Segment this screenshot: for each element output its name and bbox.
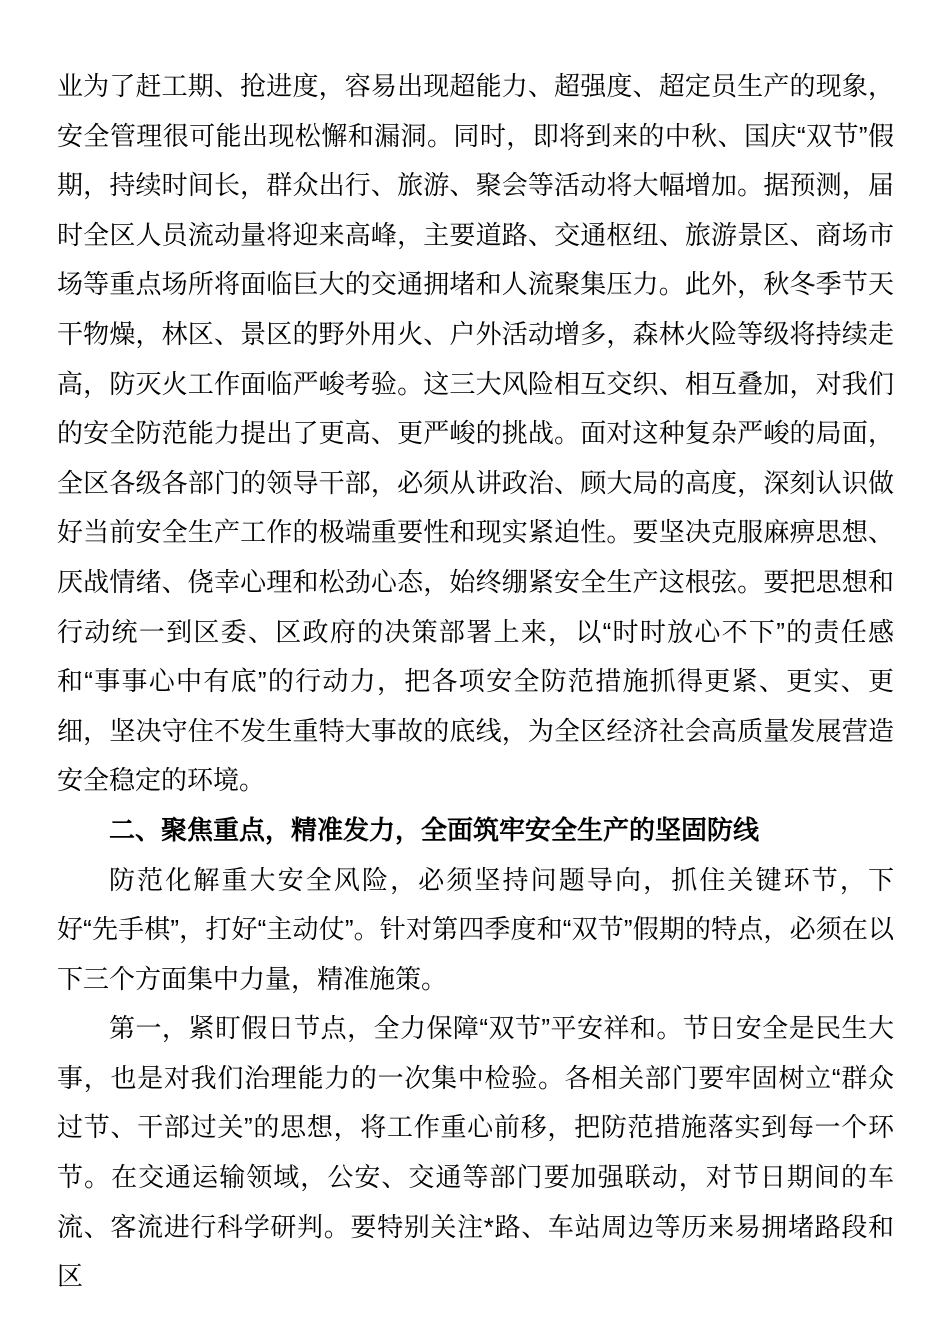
section-heading: 二、聚焦重点，精准发力，全面筑牢安全生产的坚固防线 [109,814,760,845]
paragraph: 防范化解重大安全风险，必须坚持问题导向，抓住关键环节，下好“先手棋”，打好“主动仗”。针对第四季度和“双节”假期的特点，必须在以下三个方面集中力量，精准施策。 [57,864,894,994]
paragraph-continuation: 业为了赶工期、抢进度，容易出现超能力、超强度、超定员生产的现象，安全管理很可能出现松懈和漏洞。同时，即将到来的中秋、国庆“双节”假期，持续时间长，群众出行、旅游、聚会等活动将大幅增加。据预测，届时全区人员流动量将迎来高峰，主要道路、交通枢纽、旅游景区、商场市场等重点场所将面临巨大的交通拥堵和人流聚集压力。此外，秋冬季节天干物燥，林区、景区的野外用火、户外活动增多，森林火险等级将持续走高，防灭火工作面临严峻考验。这三大风险相互交织、相互叠加，对我们的安全防范能力提出了更高、更严峻的挑战。面对这种复杂严峻的局面，全区各级各部门的领导干部，必须从讲政治、顾大局的高度，深刻认识做好当前安全生产工作的极端重要性和现实紧迫性。要坚决克服麻痹思想、厌战情绪、侥幸心理和松劲心态，始终绷紧安全生产这根弦。要把思想和行动统一到区委、区政府的决策部署上来，以“时时放心不下”的责任感和“事事心中有底”的行动力，把各项安全防范措施抓得更紧、更实、更细，坚决守住不发生重特大事故的底线，为全区经济社会高质量发展营造安全稳定的环境。 [57,71,894,796]
paragraph: 第一，紧盯假日节点，全力保障“双节”平安祥和。节日安全是民生大事，也是对我们治理能力的一次集中检验。各相关部门要牢固树立“群众过节、干部过关”的思想，将工作重心前移，把防范措施落实到每一个环节。在交通运输领域，公安、交通等部门要加强联动，对节日期间的车流、客流进行科学研判。要特别关注*路、车站周边等历来易拥堵路段和区 [57,1013,894,1292]
